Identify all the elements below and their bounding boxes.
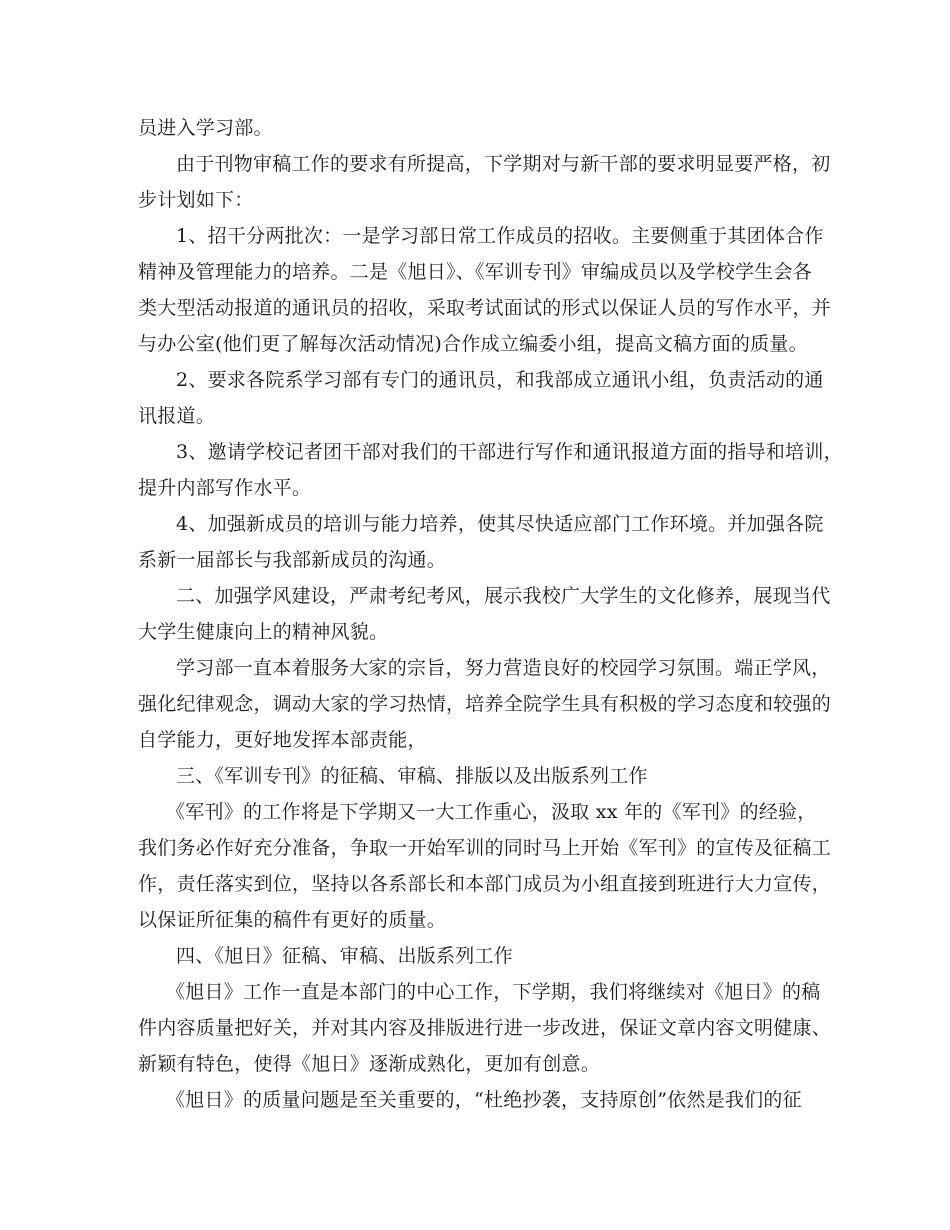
paragraph-first-line: 1、招干分两批次：一是学习部日常工作成员的招收。主要侧重于其团体合作: [176, 225, 824, 247]
text-line: 与办公室(他们更了解每次活动情况)合作成立编委小组，提高文稿方面的质量。: [138, 333, 808, 355]
text-line: 新颖有特色，使得《旭日》逐渐成熟化，更加有创意。: [138, 1053, 601, 1075]
text-line: 件内容质量把好关，并对其内容及排版进行进一步改进，保证文章内容文明健康、: [138, 1017, 832, 1039]
text-line: 以保证所征集的稿件有更好的质量。: [138, 909, 447, 931]
paragraph-first-line: 3、邀请学校记者团干部对我们的干部进行写作和通讯报道方面的指导和培训，: [176, 441, 843, 463]
section-heading-line: 三、《军训专刊》的征稿、审稿、排版以及出版系列工作: [176, 765, 648, 787]
text-line: 精神及管理能力的培养。二是《旭日》、《军训专刊》审编成员以及学校学生会各: [138, 261, 813, 283]
paragraph-first-line: 学习部一直本着服务大家的宗旨，努力营造良好的校园学习氛围。端正学风，: [176, 657, 831, 679]
text-line: 大学生健康向上的精神风貌。: [138, 621, 389, 643]
text-line: 作，责任落实到位，坚持以各系部长和本部门成员为小组直接到班进行大力宣传，: [138, 873, 832, 895]
paragraph-first-line: 2、要求各院系学习部有专门的通讯员，和我部成立通讯小组，负责活动的通: [176, 369, 824, 391]
text-line: 我们务必作好充分准备，争取一开始军训的同时马上开始《军刊》的宣传及征稿工: [138, 837, 832, 859]
text-line: 员进入学习部。: [138, 117, 273, 139]
text-line: 步计划如下：: [138, 189, 254, 211]
text-line: 自学能力，更好地发挥本部责能，: [138, 729, 427, 751]
paragraph-first-line: 4、加强新成员的培训与能力培养，使其尽快适应部门工作环境。并加强各院: [176, 513, 824, 535]
text-line: 类大型活动报道的通讯员的招收，采取考试面试的形式以保证人员的写作水平，并: [138, 297, 832, 319]
paragraph-first-line: 《旭日》的质量问题是至关重要的，“杜绝抄袭，支持原创”依然是我们的征: [166, 1089, 802, 1111]
text-line: 强化纪律观念，调动大家的学习热情，培养全院学生具有积极的学习态度和较强的: [138, 693, 832, 715]
text-line: 提升内部写作水平。: [138, 477, 312, 499]
section-heading-line: 四、《旭日》征稿、审稿、出版系列工作: [176, 945, 514, 967]
paragraph-first-line: 《军刊》的工作将是下学期又一大工作重心，汲取 xx 年的《军刊》的经验，: [166, 801, 817, 823]
text-line: 讯报道。: [138, 405, 216, 427]
section-heading-line: 二、加强学风建设，严肃考纪考风，展示我校广大学生的文化修养，展现当代: [176, 585, 831, 607]
text-line: 系新一届部长与我部新成员的沟通。: [138, 549, 447, 571]
paragraph-first-line: 由于刊物审稿工作的要求有所提高，下学期对与新干部的要求明显要严格，初: [176, 153, 831, 175]
paragraph-first-line: 《旭日》工作一直是本部门的中心工作，下学期，我们将继续对《旭日》的稿: [166, 981, 821, 1003]
